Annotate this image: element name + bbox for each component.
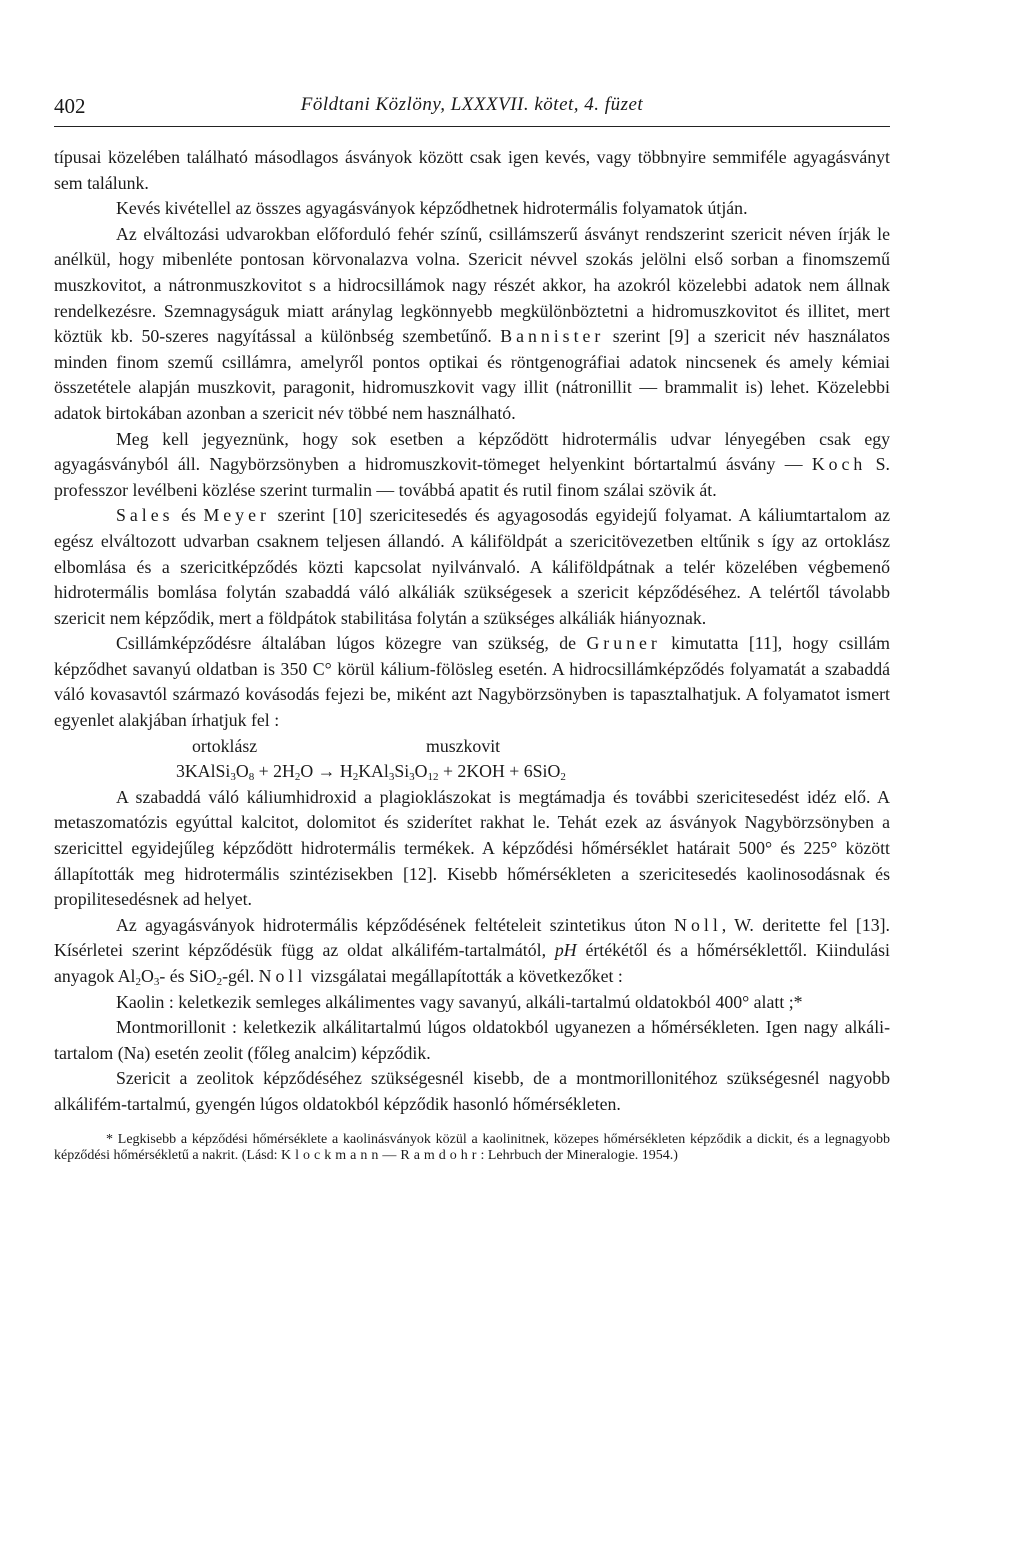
eq-part: + 2H [254, 761, 295, 782]
paragraph [54, 427, 890, 504]
paragraph: Szericit a zeolitok képződéséhez szükségesnél kisebb, de a montmorillonitéhoz szükségesnél nagyobb alkálifém-tartalmú, gyengén lúgos oldatokból képződik hasonló hőmérsékleten. [54, 1068, 890, 1114]
paragraph [54, 503, 890, 631]
eq-part: O → H [300, 761, 353, 782]
text-run: * Legkisebb a képződési hőmérséklete a kaolinásványok közül a kaolinitnek, közepes hőmérsékleten képződik a dickit, és a legnagyobb képződési hőmérsékletű a nakrit. (Lásd: [54, 1131, 890, 1164]
eq-part: KAl [358, 761, 389, 782]
equation-line [54, 759, 890, 785]
subscript: 2 [135, 976, 141, 988]
text-run: -gél. [222, 966, 255, 986]
author-name: Sales [116, 505, 174, 526]
author-name: Noll [258, 966, 307, 986]
running-title: Földtani Közlöny, LXXXVII. kötet, 4. füzet [300, 94, 644, 115]
article-body [54, 145, 890, 1118]
subscript: 12 [427, 771, 439, 784]
text-run: Az elváltozási udvarokban előforduló fehér színű, csillámszerű ásványt rendszerint szericit néven írják le anélkül, hogy mibenléte pontosan körvonalazva volna. Szericit névvel szokás jelölni első sorban a finomszemű muszkovitot, a nátronmuszkovitot s a hidrocsillámok nagy részét akkor, ha azokról közelebbi adatok nem állnak rendelkezésre. Szemnagyságuk miatt aránylag legkönnyebb megkülönböztetni a hidromuszkovitot és illitet, mert köztük kb. 50-szeres nagyítással a különbség szembetűnő. [54, 223, 890, 347]
eq-part: O [414, 761, 428, 782]
subscript: 2 [294, 771, 301, 784]
text-run: : Lehrbuch der Mineralogie. 1954.) [480, 1148, 678, 1164]
subscript: 2 [560, 771, 566, 784]
author-name: Gruner [586, 633, 661, 654]
author-name: Bannister [500, 326, 605, 347]
text-run: szerint [9] a szericit név használatos minden finom szemű csillámra, amelyről pontos optikai és röntgenográfiai adatok nincsenek és amely kémiai összetétele alapján muszkovit, paragonit, hidromuszkovit vagy illit (nátronillit — brammalit is) lehet. Közelebbi adatok birtokában azonban a szericit név többé nem használható. [54, 326, 890, 423]
text-run: Meg kell jegyeznünk, hogy sok esetben a képződött hidrotermális udvar lényegében csak egy agyagásványból áll. Nagybörzsönyben a hidromuszkovit-tömeget helyenkint bórtartalmú ásvány — [54, 428, 890, 475]
footnote [54, 1132, 890, 1165]
author-name: Koch [811, 454, 867, 475]
paragraph [54, 222, 890, 427]
author-name: Klockmann—Ramdohr [281, 1148, 481, 1164]
subscript: 3 [153, 976, 160, 988]
text-run: vizsgálatai megállapították a következőket : [310, 966, 623, 986]
eq-part: 3KAlSi [176, 761, 231, 782]
page-header [54, 92, 890, 127]
label-muszkovit: muszkovit [426, 735, 501, 756]
paragraph: Montmorillonit : keletkezik alkálitartalmú lúgos oldatokból ugyanezen a hőmérsékleten. Igen nagy alkáli-tartalom (Na) esetén zeolit (főleg analcim) képződik. [54, 1017, 890, 1063]
footnote-text [54, 1132, 890, 1165]
author-name: Meyer [203, 505, 270, 526]
text-run: - és SiO [159, 966, 217, 986]
text-run: Csillámképződésre általában lúgos közegre van szükség, de [116, 633, 577, 654]
text-run: értékétől és a hőmérséklettől. Kiindulási anyagok Al [54, 940, 890, 986]
paragraph [54, 631, 890, 733]
text-run: és [181, 505, 196, 526]
text-run: szerint [10] szericitesedés és agyagosodás egyidejű folyamat. A káliumtartalom az egész elváltozott udvarban csaknem teljesen állandó. A káliföldpát a szericitövezetben eltűnik s így az ortoklász elbomlása és a szericitképződés közti kapcsolat nyilvánvaló. A káliföldpátnak a telér közelében végbemenő hidrotermális bomlása folytán szabaddá váló alkáliák szükségesek a szericit képződéséhez. A telértől távolabb szericit nem képződik, mert a földpátok stabilitása folytán a szükséges alkáliák hiányoznak. [54, 505, 891, 628]
chemical-equation [54, 734, 890, 785]
subscript: 3 [230, 771, 236, 784]
eq-part: + 2KOH + 6SiO [438, 761, 561, 782]
subscript: 3 [409, 771, 415, 784]
subscript: 2 [216, 976, 223, 988]
page-number: 402 [54, 94, 86, 118]
paragraph: Kevés kivétellel az összes agyagásványok képződhetnek hidrotermális folyamatok útján. [116, 198, 748, 219]
equation-text [176, 759, 566, 785]
subscript: 8 [248, 771, 255, 784]
text-run: S. professzor levélbeni közlése szerint turmalin — továbbá apatit és rutil finom szálai szövik át. [54, 454, 890, 500]
text-run: O [140, 966, 154, 986]
text-run: , W. deritette fel [13]. Kísérletei szerint képződésük függ az oldat alkálifém-tartalmától, [54, 914, 890, 961]
label-ortoklasz: ortoklász [192, 735, 258, 756]
paragraph: típusai közelében található másodlagos ásványok között csak igen kevés, vagy többnyire semmiféle agyagásványt sem találunk. [54, 147, 890, 193]
eq-part: Si [394, 761, 410, 782]
paragraph [54, 913, 890, 990]
ph-symbol: pH [554, 940, 577, 961]
equation-labels [54, 734, 890, 760]
author-name: Noll [674, 914, 722, 935]
eq-part: O [235, 761, 249, 782]
subscript: 2 [352, 771, 359, 784]
text-run: Az agyagásványok hidrotermális képződésének feltételeit szintetikus úton [116, 914, 666, 935]
subscript: 3 [388, 771, 395, 784]
text-run: kimutatta [11], hogy csillám képződhet savanyú oldatban is 350 C° körül kálium-fölösleg esetén. A hidrocsillámképződés folyamatát a szabaddá váló kovasavtól származó kovásodás fejezi be, miként azt Nagybörzsönyben is tapasztalhatjuk. A folyamatot ismert egyenlet alakjában írhatjuk fel : [54, 633, 891, 731]
paragraph: Kaolin : keletkezik semleges alkálimentes vagy savanyú, alkáli-tartalmú oldatokból 400° alatt ;* [116, 991, 803, 1012]
paragraph: A szabaddá váló káliumhidroxid a plagioklászokat is megtámadja és további szericitesedést idéz elő. A metaszomatózis egyúttal kalcitot, dolomitot és sziderítet rakhat le. Tehát ezek az ásványok Nagybörzsönyben a szericittel egyidejűleg képződött hidrotermális termékek. A képződési hőmérséklet határait 500° és 225° között állapították meg hidrotermális szintézisekben [12]. Kisebb hőmérsékleten a szericitesedés kaolinosodásnak és propilitesedésnek ad helyet. [54, 786, 890, 910]
journal-page [54, 92, 890, 1165]
